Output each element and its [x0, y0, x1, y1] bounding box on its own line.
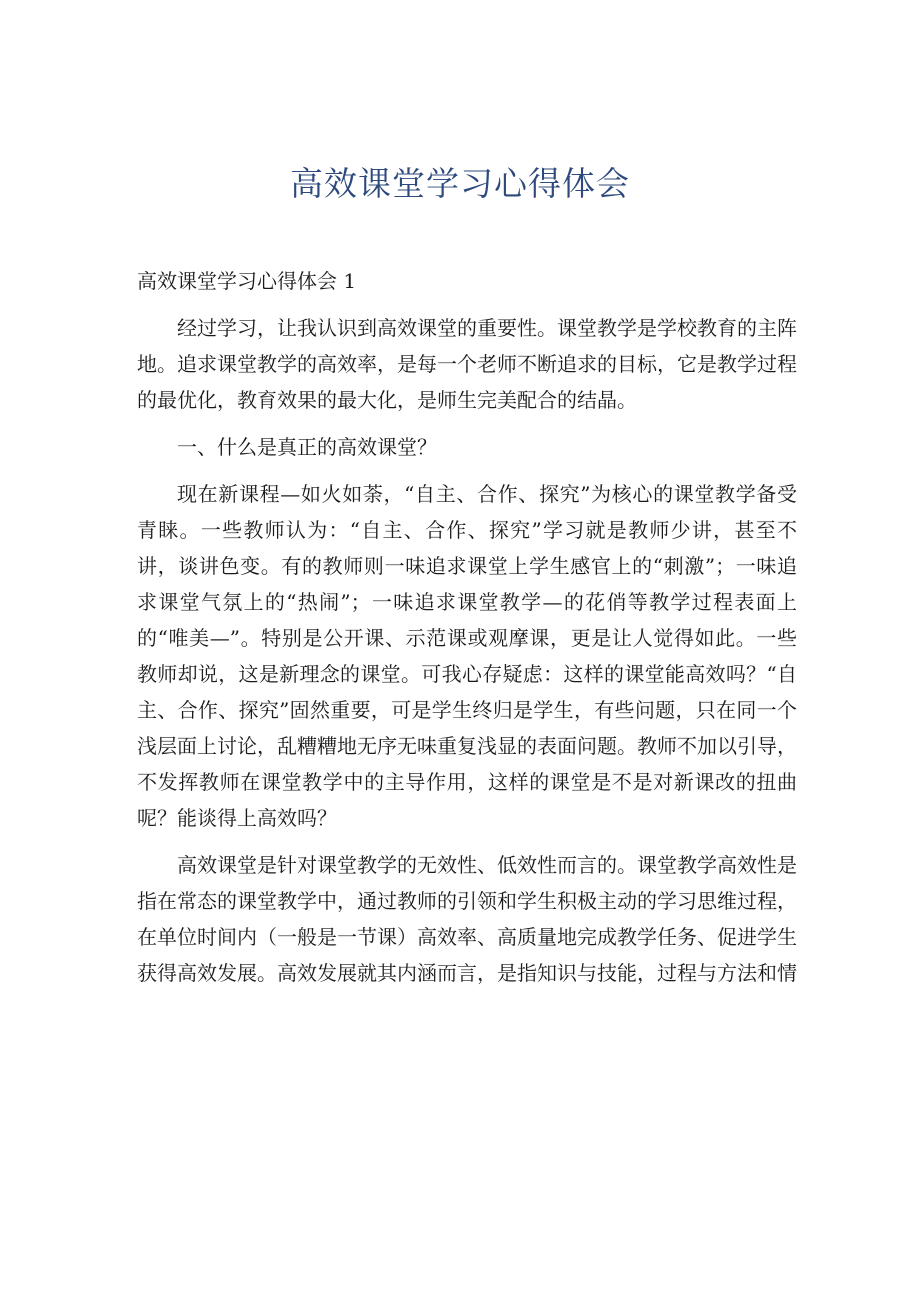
section-subtitle: 高效课堂学习心得体会 1	[137, 269, 357, 293]
paragraph-intro: 经过学习，让我认识到高效课堂的重要性。课堂教学是学校教育的主阵地。追求课堂教学的高效率，是每一个老师不断追求的目标，它是教学过程的最优化，教育效果的最大化，是师生完美配合的结晶。	[137, 316, 797, 412]
paragraph-discussion: 现在新课程—如火如荼，“自主、合作、探究”为核心的课堂教学备受青睐。一些教师认为：“自主、合作、探究”学习就是教师少讲，甚至不讲，谈讲色变。有的教师则一味追求课堂上学生感官上的“刺激”；一味追求课堂气氛上的“热闹”；一味追求课堂教学—的花俏等教学过程表面上的“唯美—”。特别是公开课、示范课或观摩课，更是让人觉得如此。一些教师却说，这是新理念的课堂。可我心存疑虑：这样的课堂能高效吗？“自主、合作、探究”固然重要，可是学生终归是学生，有些问题，只在同一个浅层面上讨论，乱糟糟地无序无味重复浅显的表面问题。教师不加以引导，不发挥教师在课堂教学中的主导作用，这样的课堂是不是对新课改的扭曲呢？能谈得上高效吗？	[137, 482, 797, 830]
paragraph-definition: 高效课堂是针对课堂教学的无效性、低效性而言的。课堂教学高效性是指在常态的课堂教学中，通过教师的引领和学生积极主动的学习思维过程，在单位时间内（一般是一节课）高效率、高质量地完成教学任务、促进学生获得高效发展。高效发展就其内涵而言，是指知识与技能，过程与方法和情	[137, 853, 797, 985]
section-heading-1: 一、什么是真正的高效课堂？	[177, 435, 437, 459]
document-title: 高效课堂学习心得体会	[290, 164, 630, 203]
document-body	[137, 263, 797, 1002]
